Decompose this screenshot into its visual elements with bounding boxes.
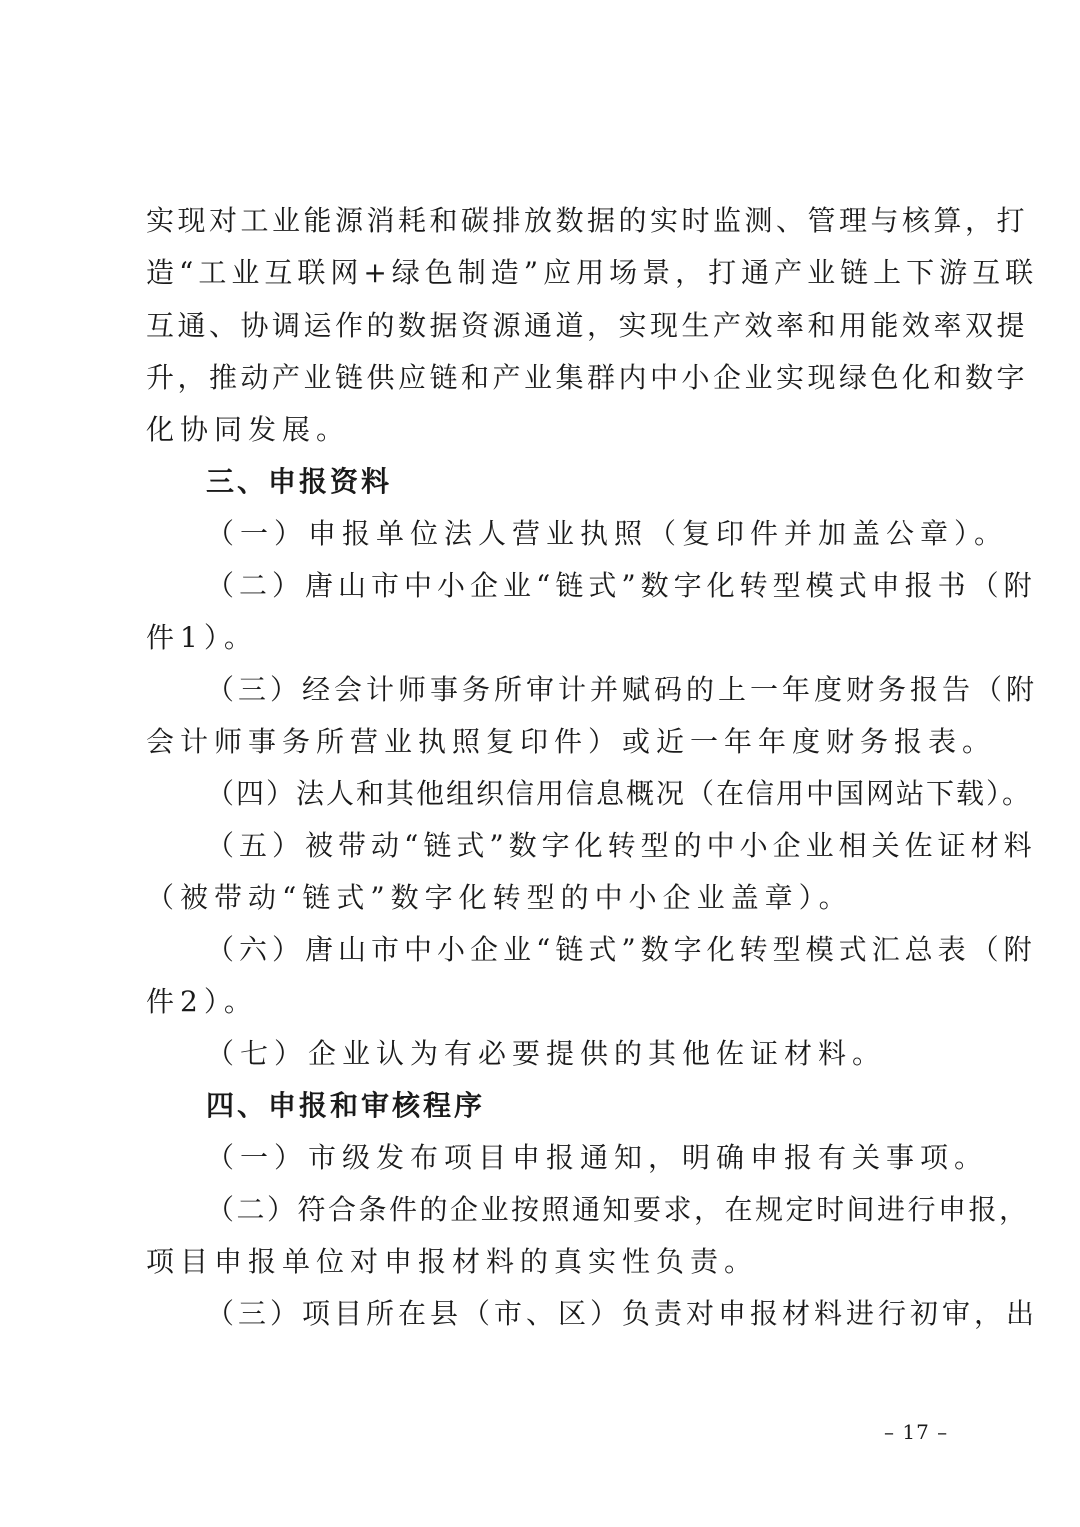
paragraph-line: 实现对工业能源消耗和碳排放数据的实时监测、管理与核算，打 — [146, 204, 1029, 237]
list-item-continuation: （被带动“链式”数字化转型的中小企业盖章）。 — [146, 881, 853, 914]
paragraph-line: 互通、协调运作的数据资源通道，实现生产效率和用能效率双提 — [146, 309, 1029, 342]
section-heading-3: 三、申报资料 — [206, 465, 393, 498]
page-number: – 17 – — [884, 1420, 949, 1444]
list-item: （三）经会计师事务所审计并赋码的上一年度财务报告（附 — [206, 673, 1039, 706]
list-item-continuation: 项目申报单位对申报材料的真实性负责。 — [146, 1245, 759, 1278]
section-heading-4: 四、申报和审核程序 — [206, 1089, 486, 1122]
list-item: （一）市级发布项目申报通知，明确申报有关事项。 — [206, 1141, 989, 1174]
list-item: （二）唐山市中小企业“链式”数字化转型模式申报书（附 — [206, 569, 1037, 602]
list-item: （四）法人和其他组织信用信息概况（在信用中国网站下载）。 — [206, 777, 1033, 810]
paragraph-line: 造“工业互联网+绿色制造”应用场景，打通产业链上下游互联 — [146, 256, 1039, 289]
list-item: （一）申报单位法人营业执照（复印件并加盖公章）。 — [206, 517, 1009, 550]
list-item-continuation: 会计师事务所营业执照复印件）或近一年年度财务报表。 — [146, 725, 997, 758]
list-item: （六）唐山市中小企业“链式”数字化转型模式汇总表（附 — [206, 933, 1037, 966]
list-item: （三）项目所在县（市、区）负责对申报材料进行初审，出 — [206, 1297, 1039, 1330]
list-item-continuation: 件1）。 — [146, 621, 258, 654]
paragraph-line: 升，推动产业链供应链和产业集群内中小企业实现绿色化和数字 — [146, 361, 1029, 394]
list-item: （二）符合条件的企业按照通知要求，在规定时间进行申报， — [206, 1193, 1030, 1226]
list-item: （五）被带动“链式”数字化转型的中小企业相关佐证材料 — [206, 829, 1037, 862]
list-item-continuation: 件2）。 — [146, 985, 258, 1018]
paragraph-line: 化协同发展。 — [146, 413, 351, 446]
list-item: （七）企业认为有必要提供的其他佐证材料。 — [206, 1037, 887, 1070]
